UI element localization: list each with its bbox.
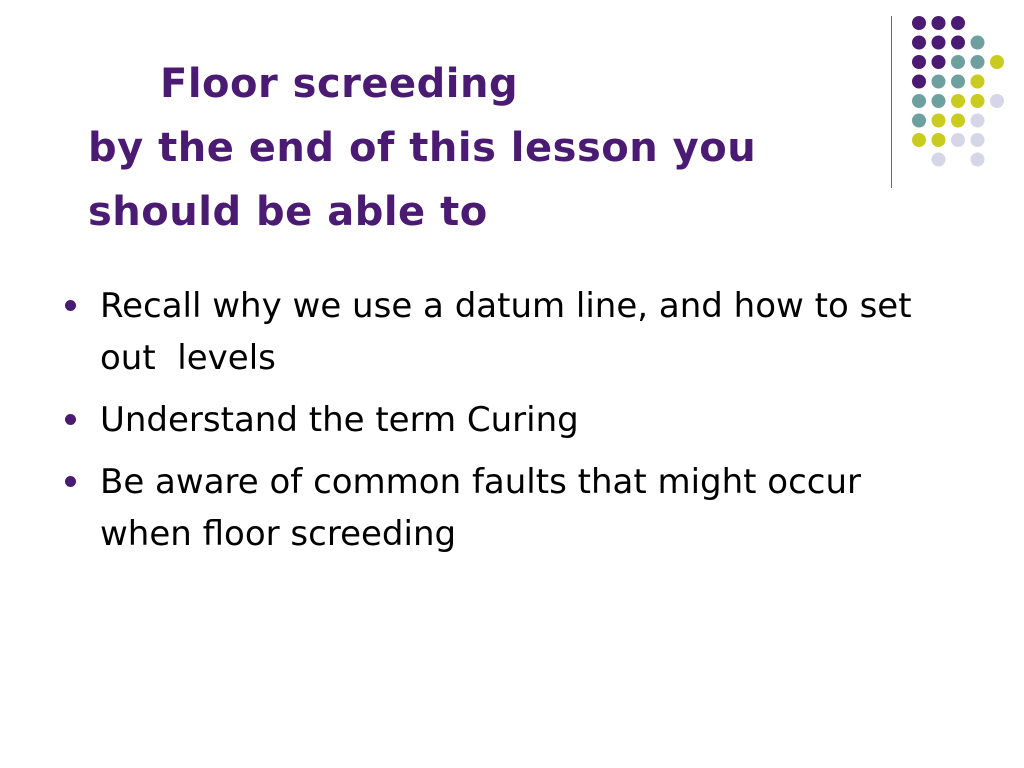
decorative-dot [932,16,946,30]
decorative-dot [932,55,946,69]
decorative-dot [951,114,965,128]
bullet-dot-icon [65,300,76,311]
bullet-item [62,394,962,446]
decorative-dot [912,133,926,147]
title-line-3: should be able to [88,189,488,235]
bullet-item [62,280,962,384]
title-line-2: by the end of this lesson you [88,125,757,171]
decorative-dot [971,36,985,50]
decorative-dot [971,153,985,167]
decorative-dot [912,75,926,89]
decorative-dot [971,55,985,69]
decorative-dot [990,55,1004,69]
decorative-dot [951,55,965,69]
decorative-dot [912,16,926,30]
bullet-item [62,456,962,560]
decorative-dot-grid [0,0,1024,200]
bullet-text: Be aware of common faults that might occur when floor screeding [100,462,872,554]
decorative-dot [951,133,965,147]
decorative-dot [951,36,965,50]
decorative-dot [932,75,946,89]
bullet-dot-icon [65,414,76,425]
bullet-text: Understand the term Curing [100,400,579,440]
bullet-dot-icon [65,476,76,487]
bullet-list [62,280,962,570]
decorative-dot [990,94,1004,108]
decorative-dot [971,94,985,108]
decorative-dot [932,153,946,167]
decorative-dot [912,114,926,128]
decorative-dot [951,94,965,108]
decorative-dot [932,36,946,50]
title-line-1: Floor screeding [160,61,519,107]
bullet-text: Recall why we use a datum line, and how to set out levels [100,286,923,378]
decorative-dot [912,94,926,108]
decorative-dot [951,16,965,30]
decorative-dot [971,133,985,147]
decorative-dot [932,114,946,128]
decorative-dot [971,75,985,89]
decorative-dot [912,55,926,69]
decorative-dot [971,114,985,128]
decorative-dot [951,75,965,89]
decorative-dot [932,94,946,108]
decorative-dot [932,133,946,147]
decorative-dot [912,36,926,50]
